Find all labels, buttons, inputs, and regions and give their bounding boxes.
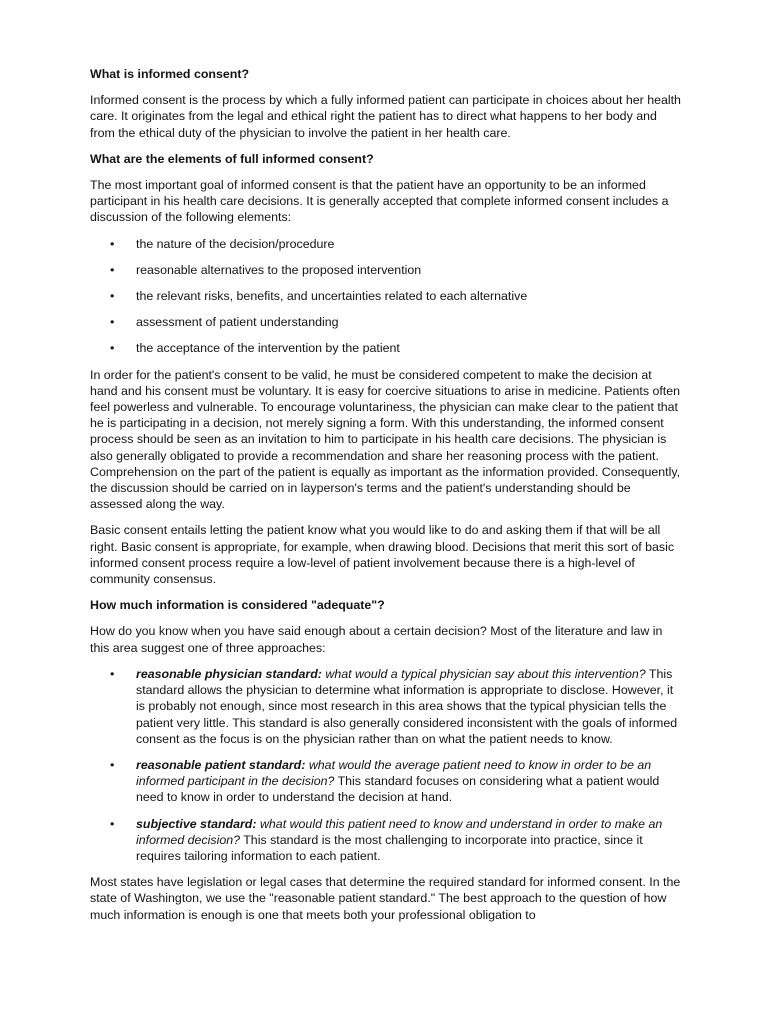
list-item: • assessment of patient understanding — [90, 314, 682, 330]
document-page — [90, 66, 682, 933]
standard-question: what would a typical physician say about this intervention? — [325, 666, 646, 681]
standard-text: This standard is the most challenging to incorporate into practice, since it requires tailoring information to each patient. — [136, 832, 643, 863]
list-item: • the acceptance of the intervention by the patient — [90, 340, 682, 356]
paragraph-approaches: How do you know when you have said enough about a certain decision? Most of the literature and law in this area suggest one of three approaches: — [90, 624, 663, 655]
standard-question: what would the average patient need to know in order to be an informed participant in the decision? — [136, 757, 652, 789]
standard-question: what would this patient need to know and understand in order to make an informed decision? — [136, 816, 663, 847]
standard-text: This standard allows the physician to determine what information is appropriate to disclose. However, it is probably not enough, since most research in this area shows that the typical physician tells the patient very little. This standard is also generally considered inconsistent with the goals of informed consent as the focus is on the physician rather than on what the patient needs to know. — [136, 666, 678, 746]
list-item: • the nature of the decision/procedure — [90, 236, 682, 252]
heading-elements: What are the elements of full informed consent? — [90, 151, 374, 166]
standard-term: reasonable physician standard: — [136, 666, 322, 681]
standard-text: This standard focuses on considering what a patient would need to know in order to understand the decision at hand. — [136, 774, 660, 805]
standard-term: reasonable patient standard: — [136, 757, 306, 772]
paragraph-washington: Most states have legislation or legal cases that determine the required standard for informed consent. In the state of Washington, we use the "reasonable patient standard." The best approach to the question of how much information is enough is one that meets both your professional obligation to — [90, 875, 681, 922]
heading-what-is-informed-consent: What is informed consent? — [90, 67, 250, 81]
standard-term: subjective standard: — [136, 816, 257, 831]
standards-list — [90, 666, 682, 864]
paragraph-validity: In order for the patient's consent to be valid, he must be considered competent to make the decision at hand and his consent must be voluntary. It is easy for coercive situations to arise in medicine. Patients often feel powerless and vulnerable. To encourage voluntariness, the physician can make clear to the patient that he is participating in a decision, not merely signing a form. With this understanding, the informed consent process should be seen as an invitation to him to participate in his health care decisions. The physician is also generally obligated to provide a recommendation and share her reasoning process with the patient. Comprehension on the part of the patient is equally as important as the information provided. Consequently, the discussion should be carried on in layperson's terms and the patient's understanding should be assessed along the way. — [90, 367, 681, 512]
list-item: • the relevant risks, benefits, and uncertainties related to each alternative — [90, 288, 682, 304]
list-item — [90, 757, 682, 806]
paragraph-goal: The most important goal of informed consent is that the patient have an opportunity to be an informed participant in his health care decisions. It is generally accepted that complete informed consent includes a discussion of the following elements: — [90, 178, 669, 225]
paragraph-definition: Informed consent is the process by which a fully informed patient can participate in choices about her health care. It originates from the legal and ethical right the patient has to direct what happens to her body and from the ethical duty of the physician to involve the patient in her health care. — [90, 93, 681, 140]
list-item: • reasonable alternatives to the proposed intervention — [90, 262, 682, 278]
paragraph-basic-consent: Basic consent entails letting the patient know what you would like to do and asking them if that will be all right. Basic consent is appropriate, for example, when drawing blood. Decisions that merit this sort of basic informed consent process require a low-level of patient involvement because there is a high-level of community consensus. — [90, 523, 675, 587]
list-item — [90, 816, 682, 865]
heading-adequate-information: How much information is considered "adequate"? — [90, 598, 385, 613]
elements-list — [90, 236, 682, 357]
list-item — [90, 666, 682, 747]
